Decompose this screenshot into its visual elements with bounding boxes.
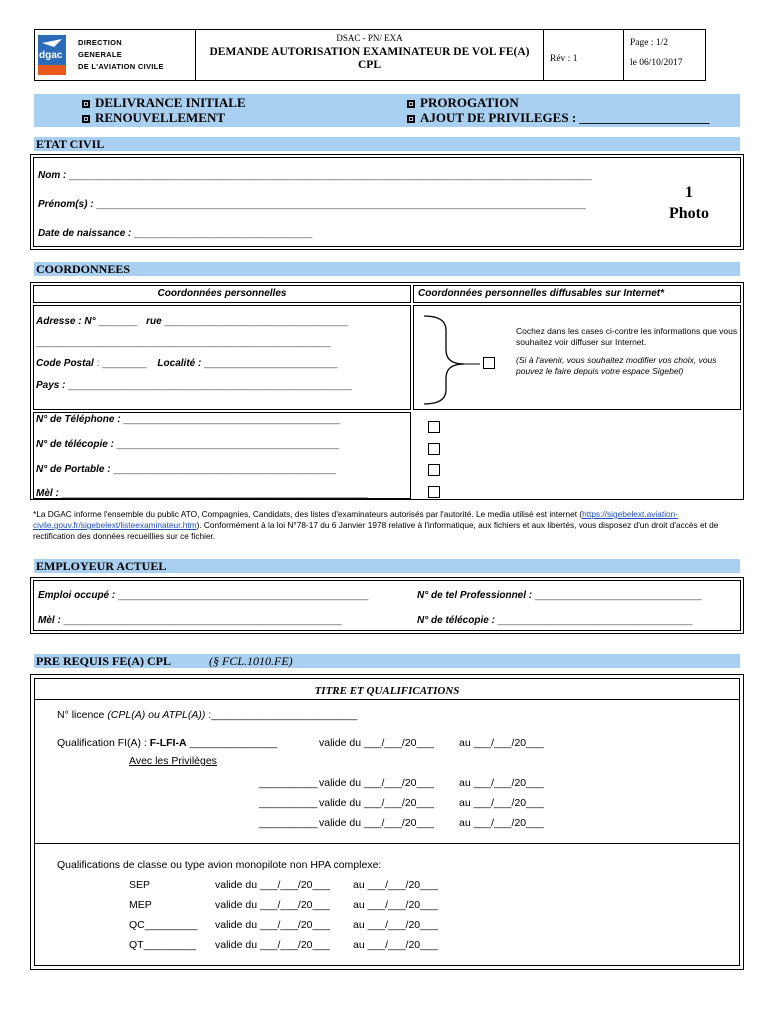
section-employeur-title: EMPLOYEUR ACTUEL [34,559,740,573]
class-qc-valid-from[interactable]: valide du ___/___/20___ [215,919,331,931]
option-prorogation-label: PROROGATION [420,95,519,110]
qual-fi-code: F-LFI-A [149,737,187,749]
dgac-logo [38,35,66,75]
pays-field[interactable]: ___________________________________________________ [68,380,352,391]
portable-field[interactable]: ________________________________________ [113,464,336,475]
cp-row[interactable] [36,358,338,369]
class-sep-valid-from[interactable]: valide du ___/___/20___ [215,879,331,891]
adresse-row[interactable] [36,316,408,327]
adresse-label: Adresse [36,316,76,327]
pays-row[interactable] [36,380,352,391]
issuer-line-1: DIRECTION [78,38,122,47]
doc-reference: DSAC - PN/ EXA [336,33,403,43]
licence-type: (CPL(A) ou ATPL(A)) [107,709,206,721]
fax-diffusion-checkbox[interactable] [428,443,440,455]
class-qt-field[interactable]: QT_________ [129,939,197,951]
naissance-label: Date de naissance : [38,228,132,239]
privilege-1-valid-to[interactable]: au ___/___/20___ [459,777,544,789]
licence-label: N° licence [57,709,105,721]
page-number: Page : 1/2 [630,38,668,48]
qual-fi-valid-from[interactable]: valide du ___/___/20___ [319,737,435,749]
prenom-label: Prénom(s) : [38,199,94,210]
rue-field[interactable]: _________________________________ [164,316,348,327]
tel-diffusion-checkbox[interactable] [428,421,440,433]
privileges-label: Avec les Privilèges [129,755,217,767]
doc-revision: Rév : 1 [544,30,624,80]
class-sep-valid-to[interactable]: au ___/___/20___ [353,879,438,891]
photo-placeholder[interactable] [654,182,724,224]
licence-field[interactable]: :_________________________ [208,709,358,721]
checkbox-icon[interactable] [82,115,90,123]
nom-row[interactable] [38,170,592,181]
qualifications-table-title: TITRE ET QUALIFICATIONS [35,685,739,700]
tel-pro-field[interactable]: ______________________________ [534,590,702,601]
class-sep-label: SEP [129,879,151,891]
adresse-n-field[interactable]: _______ [98,316,138,327]
employeur-inner [33,580,741,631]
privilege-1-valid-from[interactable]: valide du ___/___/20___ [319,777,435,789]
etat-civil-box [30,154,744,250]
portable-diffusion-checkbox[interactable] [428,464,440,476]
privilege-field-1[interactable]: __________ [259,777,318,789]
qual-fi-field[interactable]: _______________ [189,737,278,749]
brace-icon [420,314,486,406]
fax-label: N° de télécopie : [36,439,114,450]
emp-fax-label: N° de télécopie : [417,615,495,626]
option-renouvellement[interactable] [82,110,225,125]
qualifications-divider [35,843,739,844]
fax-field[interactable]: ________________________________________ [116,439,340,450]
doc-title: DEMANDE AUTORISATION EXAMINATEUR DE VOL FE(A) CPL [209,46,530,71]
emp-fax-row[interactable] [417,615,692,626]
licence-row[interactable] [57,709,357,721]
adresse-n-label: : N° [78,316,96,327]
option-ajout-label: AJOUT DE PRIVILEGES : ____________________ [420,110,710,125]
document-header [34,29,706,81]
portable-label: N° de Portable : [36,464,111,475]
qualification-fi-row[interactable] [57,737,277,749]
pays-label: Pays : [36,380,66,391]
privilege-field-2[interactable]: __________ [259,797,318,809]
tel-pro-label: N° de tel Professionnel : [417,590,533,601]
col2-label: Coordonnées personnelles diffusables sur Internet* [418,288,664,299]
qual-fi-label: Qualification FI(A) : [57,737,147,749]
cp-label: Code Postal [36,358,94,369]
class-qc-field[interactable]: QC_________ [129,919,198,931]
privilege-2-valid-from[interactable]: valide du ___/___/20___ [319,797,435,809]
mel-diffusion-checkbox[interactable] [428,486,440,498]
address-block [33,305,411,410]
checkbox-icon[interactable] [82,100,90,108]
tel-row[interactable] [36,414,340,425]
diffusion-info-2: (Si à l'avenir, vous souhaitez modifier vos choix, vous pouvez le faire depuis votre espace Sigebel) [516,355,717,376]
section-etat-civil-title: ETAT CIVIL [34,137,740,151]
col1-label: Coordonnées personnelles [157,288,287,299]
issuer-line-3: DE L'AVIATION CIVILE [78,62,164,71]
tel-label: N° de Téléphone : [36,414,121,425]
diffusion-info-1: Cochez dans les cases ci-contre les informations que vous souhaitez voir diffuser sur Internet. [516,326,738,347]
option-prorogation[interactable] [407,95,519,110]
emploi-field[interactable]: _____________________________________________ [118,590,369,601]
qual-fi-valid-to[interactable]: au ___/___/20___ [459,737,544,749]
section-prerequis-title [34,654,740,668]
issuer-line-2: GENERALE [78,50,123,59]
checkbox-icon[interactable] [407,115,415,123]
privilege-2-valid-to[interactable]: au ___/___/20___ [459,797,544,809]
section-coordonnees-title: COORDONNEES [34,262,740,276]
logo-text: dgac [39,50,63,61]
etat-civil-inner [33,157,741,247]
privilege-3-valid-to[interactable]: au ___/___/20___ [459,817,544,829]
option-renouvellement-label: RENOUVELLEMENT [95,110,226,125]
privacy-notice [33,509,743,542]
portable-row[interactable] [36,464,336,475]
class-mep-valid-from[interactable]: valide du ___/___/20___ [215,899,331,911]
notice-part-1: *La DGAC informe l'ensemble du public ATO, Compagnies, Candidats, des listes d'examinateurs autorisés par l'autorité. Le media utilisé est internet ( [33,509,583,519]
rue-label: rue [146,316,162,327]
header-issuer [35,30,196,80]
col-diffusables-header [413,285,741,303]
phone-diffusion-block [413,412,741,499]
cp-field[interactable]: : ________ [96,358,147,369]
mel-row[interactable] [36,488,367,499]
prenom-row[interactable] [38,199,586,210]
monopilote-heading: Qualifications de classe ou type avion monopilote non HPA complexe: [57,859,382,871]
mel-field[interactable]: _______________________________________________________ [61,488,368,499]
diffusion-instructions [516,326,738,377]
class-mep-label: MEP [129,899,152,911]
tel-pro-row[interactable] [417,590,702,601]
coordonnees-table [30,282,744,500]
localite-field[interactable]: ________________________ [204,358,338,369]
emploi-row[interactable] [38,590,368,601]
prerequis-title-text: PRE REQUIS FE(A) CPL [36,654,172,668]
fax-row[interactable] [36,439,339,450]
address-diffusion-checkbox[interactable] [483,357,495,369]
photo-label: Photo [669,205,709,222]
emp-mel-row[interactable] [38,615,342,626]
emploi-label: Emploi occupé : [38,590,116,601]
checkbox-icon[interactable] [407,100,415,108]
qualifications-box [30,674,744,970]
doc-date: le 06/10/2017 [630,58,683,68]
emp-mel-field[interactable]: __________________________________________________ [63,615,342,626]
prerequis-reference: (§ FCL.1010.FE) [209,654,293,668]
photo-number: 1 [685,184,693,201]
privilege-3-valid-from[interactable]: valide du ___/___/20___ [319,817,435,829]
request-type-band [34,94,740,127]
issuer-name [78,37,164,73]
class-qt-valid-from[interactable]: valide du ___/___/20___ [215,939,331,951]
listing-link[interactable]: https://sigebelext.aviation-civile.gouv.fr/sigebelext/listeexaminateur.htm [33,509,679,530]
option-delivrance-label: DELIVRANCE INITIALE [95,95,246,110]
emp-fax-field[interactable]: ___________________________________ [497,615,693,626]
employeur-box [30,577,744,634]
prenom-field[interactable]: ________________________________________________________________________________________ [96,199,586,210]
class-qc-valid-to[interactable]: au ___/___/20___ [353,919,438,931]
emp-mel-label: Mèl : [38,615,61,626]
tel-field[interactable]: _______________________________________ [123,414,341,425]
nom-field[interactable]: ______________________________________________________________________________________________ [69,170,592,181]
header-title-cell [196,30,544,80]
col-personnelles-header [33,285,411,303]
address-diffusion-block [413,305,741,410]
localite-label: Localité : [157,358,202,369]
privilege-field-3[interactable]: __________ [259,817,318,829]
notice-part-2: ). Conformément à la loi N°78-17 du 6 Janvier 1978 relative à l'informatique, aux fichiers et aux libertés, vous disposez d'un droit d'accès et de rectification des données recueillies sur ce fichier. [33,520,719,541]
qualifications-inner [34,678,740,966]
phone-block [33,412,411,499]
header-page-cell [624,30,705,80]
naissance-field[interactable]: ________________________________ [134,228,313,239]
class-qt-valid-to[interactable]: au ___/___/20___ [353,939,438,951]
naissance-row[interactable] [38,228,312,239]
mel-label: Mèl : [36,488,59,499]
adresse-line-2[interactable]: _____________________________________________________ [36,337,331,348]
option-ajout[interactable] [407,110,709,125]
class-mep-valid-to[interactable]: au ___/___/20___ [353,899,438,911]
option-delivrance[interactable] [82,95,246,110]
nom-label: Nom : [38,170,67,181]
